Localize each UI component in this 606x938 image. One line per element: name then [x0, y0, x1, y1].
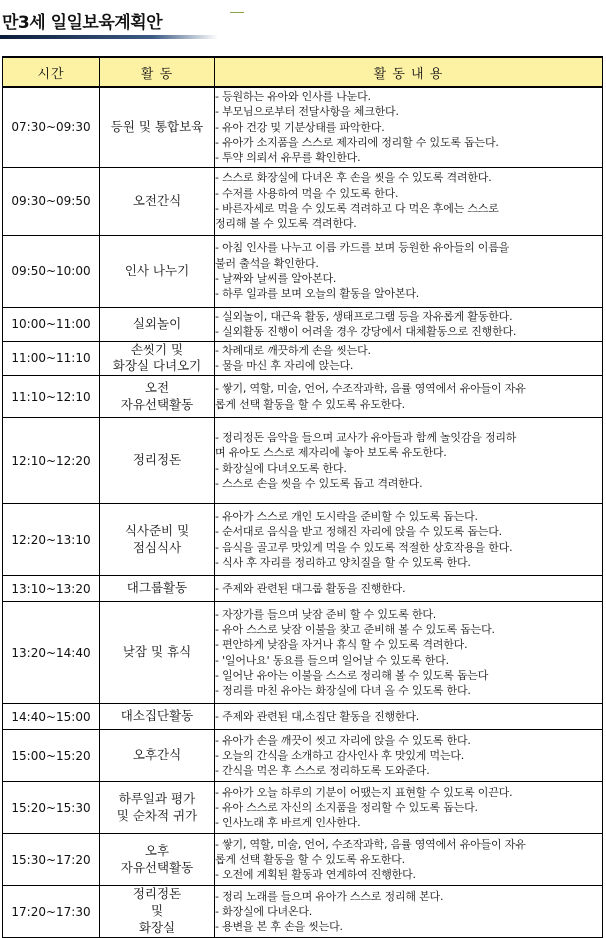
time-cell: 13:10~13:20: [3, 576, 100, 602]
table-body: [3, 87, 603, 938]
activity-cell: 대그룹활동: [100, 576, 215, 602]
content-cell: [215, 418, 603, 504]
content-line: - 유아가 소지품을 스스로 제자리에 정리할 수 있도록 돕는다.: [215, 135, 499, 149]
content-line: 정리해 볼 수 있도록 격려한다.: [215, 217, 357, 231]
content-line: - 정리 노래를 들으며 유아가 스스로 정리해 본다.: [215, 889, 444, 903]
content-line: - 용변을 본 후 손을 씻는다.: [215, 920, 343, 934]
content-line: - 유아가 스스로 개인 도시락을 준비할 수 있도록 돕는다.: [215, 510, 478, 524]
content-line: - 바른자세로 먹을 수 있도록 격려하고 다 먹은 후에는 스스로: [215, 202, 499, 215]
content-line: 불러 출석을 확인한다.: [215, 256, 319, 270]
table-row: [3, 602, 603, 704]
table-row: [3, 307, 603, 341]
content-line: - 주제와 관련된 대,소집단 활동을 진행한다.: [215, 710, 420, 724]
activity-cell: 대소집단활동: [100, 704, 215, 730]
title-underline: [0, 35, 218, 39]
content-line: 며 유아도 스스로 제자리에 놓아 보도록 유도한다.: [215, 446, 447, 460]
content-line: - 인사노래 후 바르게 인사한다.: [215, 816, 361, 830]
content-line: - 유아 건강 및 기분상태를 파악한다.: [215, 120, 385, 134]
content-cell: [215, 167, 603, 235]
table-row: [3, 576, 603, 602]
content-line: - 정리정돈 음악을 들으며 교사가 유아들과 함께 놀잇감을 정리하: [215, 431, 517, 445]
content-line: - 등원하는 유아와 인사를 나눈다.: [215, 90, 371, 103]
activity-cell: 낮잠 및 휴식: [100, 602, 215, 704]
content-line: - 순서대로 음식을 받고 정해진 자리에 앉을 수 있도록 돕는다.: [215, 525, 502, 539]
time-cell: 15:00~15:20: [3, 730, 100, 782]
table-row: [3, 87, 603, 167]
content-line: - 스스로 화장실에 다녀온 후 손을 씻을 수 있도록 격려한다.: [215, 171, 492, 185]
activity-cell: 손씻기 및 화장실 다녀오기: [100, 341, 215, 376]
time-cell: 12:20~13:10: [3, 504, 100, 576]
content-line: - 차례대로 깨끗하게 손을 씻는다.: [215, 344, 371, 358]
table-row: [3, 341, 603, 376]
content-line: - 화장실에 다녀온다.: [215, 905, 313, 919]
table-row: [3, 834, 603, 886]
content-line: - 화장실에 다녀오도록 한다.: [215, 461, 347, 475]
content-cell: [215, 730, 603, 782]
content-cell: [215, 576, 603, 602]
content-cell: [215, 341, 603, 376]
time-cell: 11:00~11:10: [3, 341, 100, 376]
activity-cell: 오전 자유선택활동: [100, 376, 215, 418]
time-cell: 10:00~11:00: [3, 307, 100, 341]
content-line: - 물을 마신 후 자리에 앉는다.: [215, 359, 354, 373]
time-cell: 17:20~17:30: [3, 886, 100, 938]
time-cell: 09:30~09:50: [3, 167, 100, 235]
content-cell: [215, 376, 603, 418]
time-cell: 15:30~17:20: [3, 834, 100, 886]
activity-cell: 인사 나누기: [100, 235, 215, 307]
content-line: - 쌓기, 역할, 미술, 언어, 수조작과학, 음률 영역에서 유아들이 자유: [215, 382, 526, 396]
column-header-activity: 활 동: [100, 57, 215, 87]
table-header-row: [3, 57, 603, 87]
content-line: - 유아가 손을 깨끗이 씻고 자리에 앉을 수 있도록 한다.: [215, 733, 471, 747]
content-line: - 음식을 골고루 맛있게 먹을 수 있도록 적절한 상호작용을 한다.: [215, 540, 513, 554]
content-line: - 날짜와 날씨를 알아본다.: [215, 272, 337, 285]
table-row: [3, 167, 603, 235]
activity-cell: 식사준비 및 점심식사: [100, 504, 215, 576]
time-cell: 12:10~12:20: [3, 418, 100, 504]
content-line: - 아침 인사를 나누고 이름 카드를 보며 등원한 유아들의 이름을: [215, 241, 510, 255]
content-line: - 유아 스스로 낮잠 이불을 찾고 준비해 볼 수 있도록 돕는다.: [215, 623, 495, 637]
table-row: [3, 418, 603, 504]
content-line: 롭게 선택 활동을 할 수 있도록 유도한다.: [215, 397, 405, 411]
activity-cell: 정리정돈 및 화장실: [100, 886, 215, 938]
content-line: - '일어나요' 동요를 들으며 일어날 수 있도록 한다.: [215, 653, 449, 667]
content-line: - 자장가를 들으며 낮잠 준비 할 수 있도록 한다.: [215, 607, 437, 621]
activity-cell: 정리정돈: [100, 418, 215, 504]
content-cell: [215, 87, 603, 167]
table-row: [3, 782, 603, 834]
activity-cell: 하루일과 평가 및 순차적 귀가: [100, 782, 215, 834]
content-line: - 실외놀이, 대근육 활동, 생태프로그램 등을 자유롭게 활동한다.: [215, 309, 513, 323]
content-line: - 편안하게 낮잠을 자거나 휴식 할 수 있도록 격려한다.: [215, 638, 468, 652]
table-row: [3, 504, 603, 576]
time-cell: 07:30~09:30: [3, 87, 100, 167]
content-line: - 수저를 사용하여 먹을 수 있도록 한다.: [215, 186, 399, 200]
content-line: - 실외활동 진행이 어려울 경우 강당에서 대체활동으로 진행한다.: [215, 325, 517, 338]
time-cell: 15:20~15:30: [3, 782, 100, 834]
activity-cell: 등원 및 통합보육: [100, 87, 215, 167]
table-row: [3, 704, 603, 730]
content-cell: [215, 782, 603, 834]
table-row: [3, 376, 603, 418]
content-line: - 식사 후 자리를 정리하고 양치질을 할 수 있도록 한다.: [215, 556, 471, 570]
title-dash-mark: [230, 12, 244, 13]
page-title: 만3세 일일보육계획안: [2, 13, 163, 33]
table-row: [3, 886, 603, 938]
table-row: [3, 235, 603, 307]
column-header-content: 활 동 내 용: [215, 57, 603, 87]
content-line: - 스스로 손을 씻을 수 있도록 돕고 격려한다.: [215, 477, 423, 491]
activity-cell: 오전간식: [100, 167, 215, 235]
content-cell: [215, 886, 603, 938]
content-cell: [215, 504, 603, 576]
daily-plan-table: [2, 56, 603, 938]
table-row: [3, 730, 603, 782]
content-cell: [215, 602, 603, 704]
time-cell: 11:10~12:10: [3, 376, 100, 418]
activity-cell: 오후 자유선택활동: [100, 834, 215, 886]
time-cell: 14:40~15:00: [3, 704, 100, 730]
content-cell: [215, 834, 603, 886]
time-cell: 09:50~10:00: [3, 235, 100, 307]
content-line: - 일어난 유아는 이불을 스스로 정리해 볼 수 있도록 돕는다: [215, 669, 489, 683]
activity-cell: 오후간식: [100, 730, 215, 782]
content-cell: [215, 235, 603, 307]
time-cell: 13:20~14:40: [3, 602, 100, 704]
content-line: - 유아가 오늘 하루의 기분이 어땠는지 표현할 수 있도록 이끈다.: [215, 785, 513, 799]
content-line: - 유아 스스로 자신의 소지품을 정리할 수 있도록 돕는다.: [215, 801, 478, 815]
column-header-time: 시간: [3, 57, 100, 87]
content-line: - 쌓기, 역할, 미술, 언어, 수조작과학, 음률 영역에서 유아들이 자유: [215, 837, 526, 851]
content-line: - 오전에 계획된 활동과 연계하여 진행한다.: [215, 868, 416, 882]
content-line: - 하루 일과를 보며 오늘의 활동을 알아본다.: [215, 287, 420, 301]
content-line: - 간식을 먹은 후 스스로 정리하도록 도와준다.: [215, 764, 430, 778]
content-line: - 오늘의 간식을 소개하고 감사인사 후 맛있게 먹는다.: [215, 749, 465, 763]
content-line: - 투약 의뢰서 유무를 확인한다.: [215, 151, 361, 165]
content-line: 롭게 선택 활동을 할 수 있도록 유도한다.: [215, 853, 405, 867]
content-line: - 정리를 마친 유아는 화장실에 다녀 올 수 있도록 한다.: [215, 684, 471, 698]
activity-cell: 실외놀이: [100, 307, 215, 341]
content-cell: [215, 704, 603, 730]
content-line: - 주제와 관련된 대그룹 활동을 진행한다.: [215, 582, 406, 596]
content-line: - 부모님으로부터 전달사항을 체크한다.: [215, 105, 399, 119]
content-cell: [215, 307, 603, 341]
